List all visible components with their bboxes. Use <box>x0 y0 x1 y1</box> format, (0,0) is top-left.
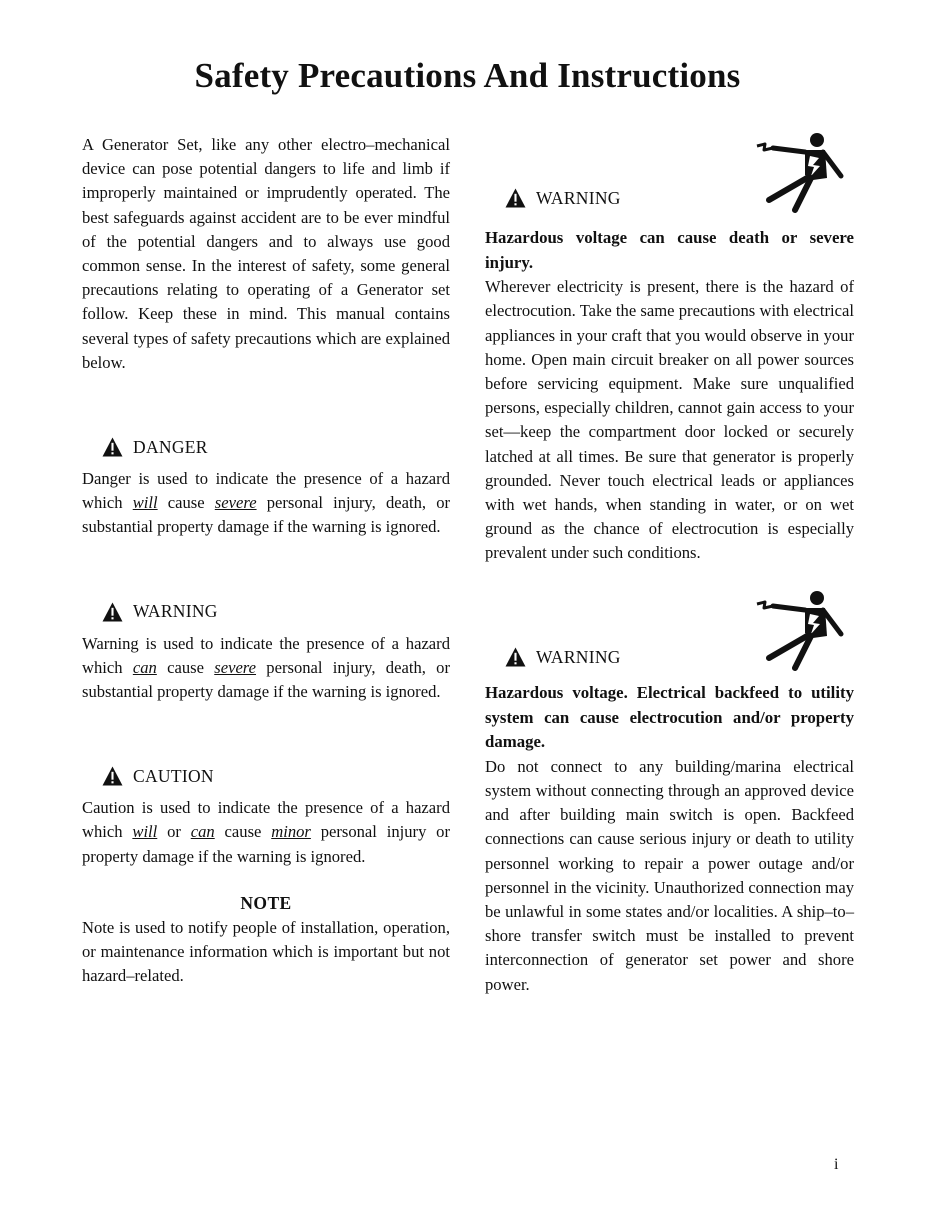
warning-2-headline: Hazardous voltage. Electrical backfeed to utility system can cause electrocution and/or property damage. <box>485 683 854 752</box>
warning-signal <box>102 600 450 624</box>
caution-text-4: personal injury or property damage if the warning is ignored. <box>82 822 451 866</box>
caution-text-3: cause <box>214 822 272 842</box>
warning-emphasis-1: can <box>132 657 157 677</box>
warning-description <box>82 632 450 705</box>
danger-text-2: cause <box>157 493 215 513</box>
warning-emphasis-2: severe <box>214 657 257 677</box>
danger-signal <box>102 435 450 459</box>
danger-text-3: personal injury, death, or substantial property damage if the warning is ignored. <box>82 493 451 537</box>
danger-emphasis-1: will <box>132 493 158 513</box>
danger-text-1: Danger is used to indicate the presence of a hazard which <box>82 469 450 513</box>
caution-emphasis-3: minor <box>271 822 311 842</box>
warning-label: WARNING <box>133 601 218 622</box>
warning-1-body: Wherever electricity is present, there is the hazard of electrocution. Take the same precautions with electrical appliances in your craft that you would observe in your home. Open main circuit breaker on all power sources before servicing equipment. Make sure unqualified persons, especially children, cannot gain access to your set—keep the compartment door locked or securely latched at all times. Be sure that generator is properly grounded. Never touch electrical leads or appliances with wet hands, when standing in water, or on wet ground as the chance of electrocution is especially prevalent under such conditions. <box>485 277 854 563</box>
caution-signal <box>102 764 450 788</box>
warning-triangle-icon <box>505 647 526 667</box>
danger-description <box>82 467 450 540</box>
right-column-warning-2 <box>485 645 854 997</box>
left-column <box>82 133 450 988</box>
warning-1-signal <box>505 186 854 210</box>
caution-description <box>82 796 450 869</box>
warning-2-body: Do not connect to any building/marina electrical system without connecting through an approved device and after building main switch is open. Backfeed connections can cause serious injury or death to utility personnel working to repair a power outage and/or personnel in the vicinity. Unauthorized connection may be unlawful in some states and/or localities. A ship–to–shore transfer switch must be installed to prevent interconnection of generator set power and shore power. <box>485 756 854 994</box>
caution-label: CAUTION <box>133 765 214 786</box>
warning-triangle-icon <box>102 602 123 622</box>
intro-paragraph: A Generator Set, like any other electro–mechanical device can pose potential dangers to life and limb if improperly maintained or imprudently operated. The best safeguards against accident are to be ever mindful of the potential dangers and to always use good common sense. In the interest of safety, some general precautions relating to operating of a Generator set follow. Keep these in mind. This manual contains several types of safety precautions which are explained below. <box>82 135 450 372</box>
warning-text-2: cause <box>156 657 215 677</box>
warning-1-headline: Hazardous voltage can cause death or severe injury. <box>485 228 854 272</box>
note-heading: NOTE <box>240 892 292 913</box>
caution-emphasis-2: can <box>190 822 215 842</box>
warning-triangle-icon <box>505 188 526 208</box>
warning-2-label: WARNING <box>536 646 621 667</box>
warning-1-label: WARNING <box>536 187 621 208</box>
caution-text-1: Caution is used to indicate the presence of a hazard which <box>82 798 450 842</box>
caution-emphasis-1: will <box>132 822 158 842</box>
page-title: Safety Precautions And Instructions <box>194 56 741 95</box>
danger-label: DANGER <box>133 436 208 457</box>
right-column-warning-1 <box>485 186 854 566</box>
page-number: i <box>834 1156 839 1173</box>
warning-triangle-icon <box>102 766 123 786</box>
danger-emphasis-2: severe <box>214 493 257 513</box>
warning-2-signal <box>505 645 854 669</box>
warning-text-1: Warning is used to indicate the presence of a hazard which <box>82 633 450 677</box>
note-description: Note is used to notify people of installation, operation, or maintenance information which is important but not hazard–related. <box>82 917 450 986</box>
caution-text-2: or <box>157 822 191 842</box>
warning-triangle-icon <box>102 437 123 457</box>
warning-text-3: personal injury, death, or substantial property damage if the warning is ignored. <box>82 657 450 702</box>
